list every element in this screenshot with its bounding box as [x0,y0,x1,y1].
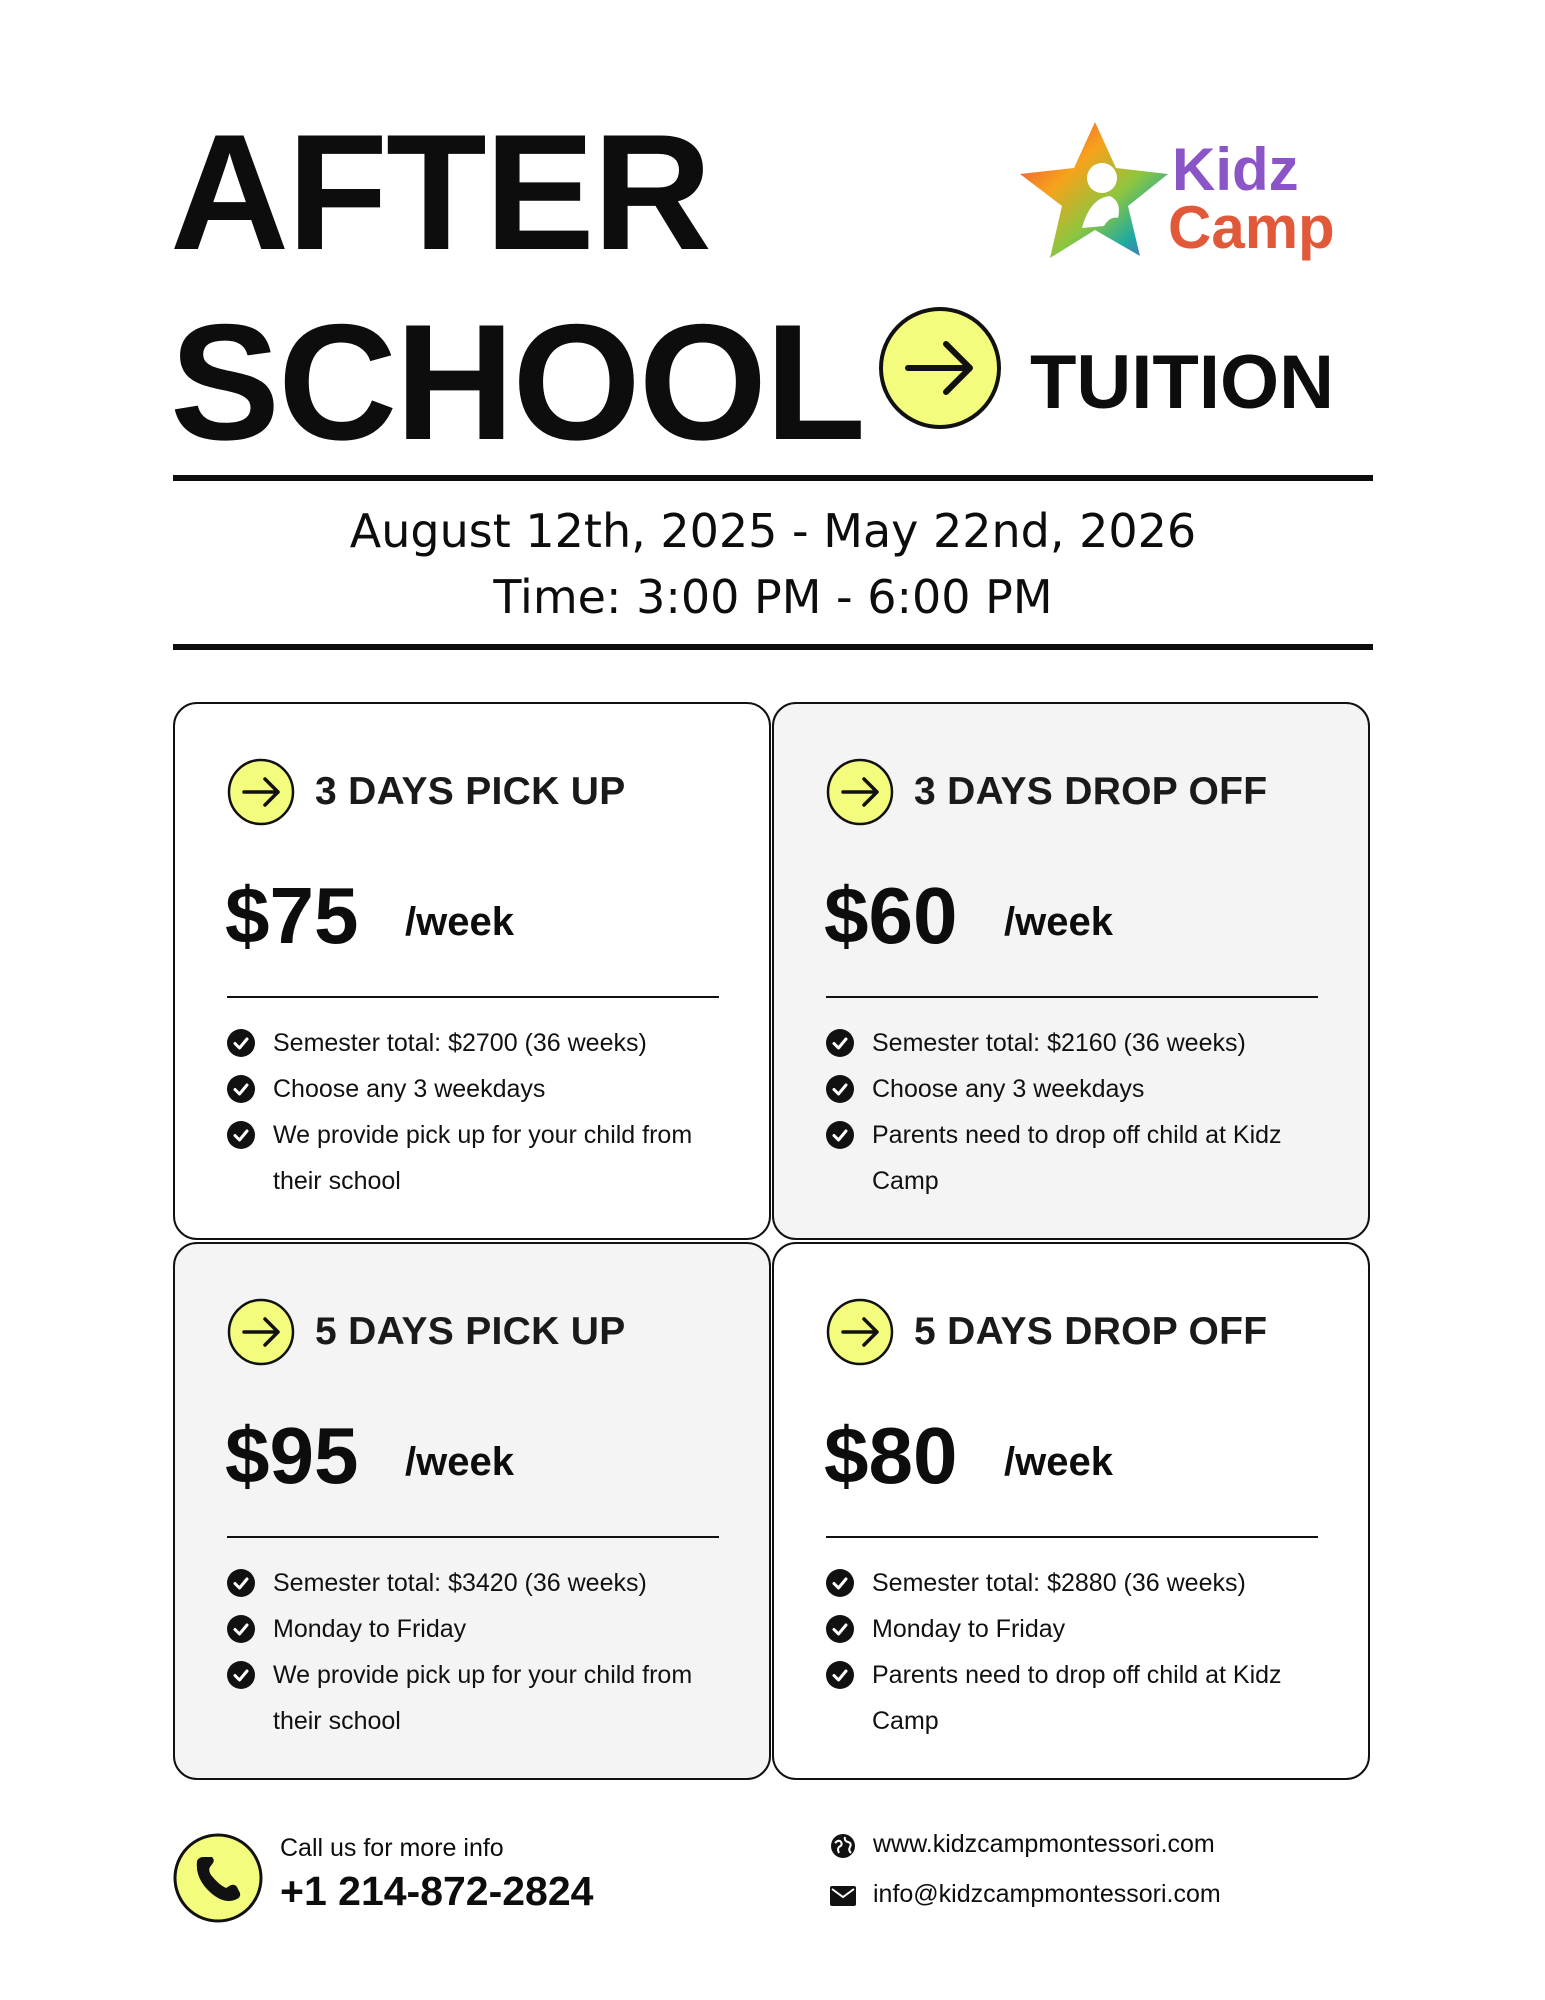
plan-header [826,1298,1267,1366]
arrow-right-circle-icon [878,306,1002,430]
arrow-right-circle-icon [826,758,894,826]
plan-period: /week [405,1440,514,1484]
feature-text: Semester total: $2160 (36 weeks) [872,1029,1246,1057]
feature-text: Monday to Friday [273,1615,467,1643]
feature-text: Semester total: $2880 (36 weeks) [872,1569,1246,1597]
plan-features [826,1020,1326,1204]
phone-number[interactable]: +1 214-872-2824 [280,1868,594,1914]
check-circle-icon [826,1615,854,1643]
logo-kidz: Kidz [1172,136,1299,203]
plan-card-3-days-pick-up [173,702,771,1240]
arrow-right-circle-icon [826,1298,894,1366]
plan-divider [227,1536,719,1538]
call-label: Call us for more info [280,1834,504,1862]
plan-period: /week [405,900,514,944]
feature-item [227,1560,727,1606]
plan-divider [227,996,719,998]
check-circle-icon [826,1661,854,1689]
feature-item [227,1606,727,1652]
kidz-camp-logo [1020,118,1340,273]
website-link[interactable]: www.kidzcampmontessori.com [873,1830,1215,1858]
plan-card-3-days-drop-off [772,702,1370,1240]
globe-icon [830,1833,856,1859]
plan-name: 5 DAYS DROP OFF [914,1310,1268,1353]
feature-item [826,1020,1326,1066]
plan-divider [826,996,1318,998]
plan-price: $95 [225,1411,359,1500]
feature-item [826,1652,1326,1744]
title-school: SCHOOL [170,290,864,474]
feature-item [227,1020,727,1066]
plan-name: 3 DAYS PICK UP [315,770,626,813]
plan-features [227,1020,727,1204]
title-tuition: TUITION [1030,340,1334,425]
plan-price: $60 [824,871,958,960]
arrow-right-circle-icon [227,1298,295,1366]
envelope-icon [830,1886,856,1906]
feature-item [227,1652,727,1744]
feature-text: We provide pick up for your child from their school [273,1661,693,1735]
arrow-right-circle-icon [227,758,295,826]
header-rule-top [173,475,1373,481]
feature-text: Parents need to drop off child at Kidz Camp [872,1121,1282,1195]
check-circle-icon [227,1029,255,1057]
check-circle-icon [227,1615,255,1643]
plan-period: /week [1004,900,1113,944]
feature-text: Monday to Friday [872,1615,1066,1643]
plan-price: $80 [824,1411,958,1500]
feature-text: Choose any 3 weekdays [273,1075,546,1103]
feature-text: Semester total: $2700 (36 weeks) [273,1029,647,1057]
feature-text: Choose any 3 weekdays [872,1075,1145,1103]
feature-item [227,1066,727,1112]
schedule-dates: August 12th, 2025 - May 22nd, 2026 [349,504,1197,558]
plan-card-5-days-drop-off [772,1242,1370,1780]
check-circle-icon [227,1121,255,1149]
feature-item [826,1606,1326,1652]
check-circle-icon [227,1569,255,1597]
feature-text: Parents need to drop off child at Kidz Camp [872,1661,1282,1735]
feature-item [826,1066,1326,1112]
schedule-time: Time: 3:00 PM - 6:00 PM [493,570,1053,624]
header-rule-bottom [173,644,1373,650]
plan-period: /week [1004,1440,1113,1484]
plan-features [826,1560,1326,1744]
plan-divider [826,1536,1318,1538]
feature-text: Semester total: $3420 (36 weeks) [273,1569,647,1597]
email-link[interactable]: info@kidzcampmontessori.com [873,1880,1221,1908]
logo-camp: Camp [1168,194,1335,261]
plan-header [227,1298,626,1366]
schedule-block [173,498,1373,630]
check-circle-icon [227,1661,255,1689]
plan-name: 5 DAYS PICK UP [315,1310,626,1353]
feature-text: We provide pick up for your child from their school [273,1121,693,1195]
feature-item [227,1112,727,1204]
plan-price: $75 [225,871,359,960]
check-circle-icon [826,1029,854,1057]
check-circle-icon [826,1075,854,1103]
plan-header [826,758,1267,826]
feature-item [826,1112,1326,1204]
phone-icon[interactable] [173,1833,263,1923]
check-circle-icon [227,1075,255,1103]
check-circle-icon [826,1121,854,1149]
feature-item [826,1560,1326,1606]
check-circle-icon [826,1569,854,1597]
plan-card-5-days-pick-up [173,1242,771,1780]
title-after: AFTER [170,100,710,284]
plan-header [227,758,626,826]
plan-name: 3 DAYS DROP OFF [914,770,1268,813]
plan-features [227,1560,727,1744]
